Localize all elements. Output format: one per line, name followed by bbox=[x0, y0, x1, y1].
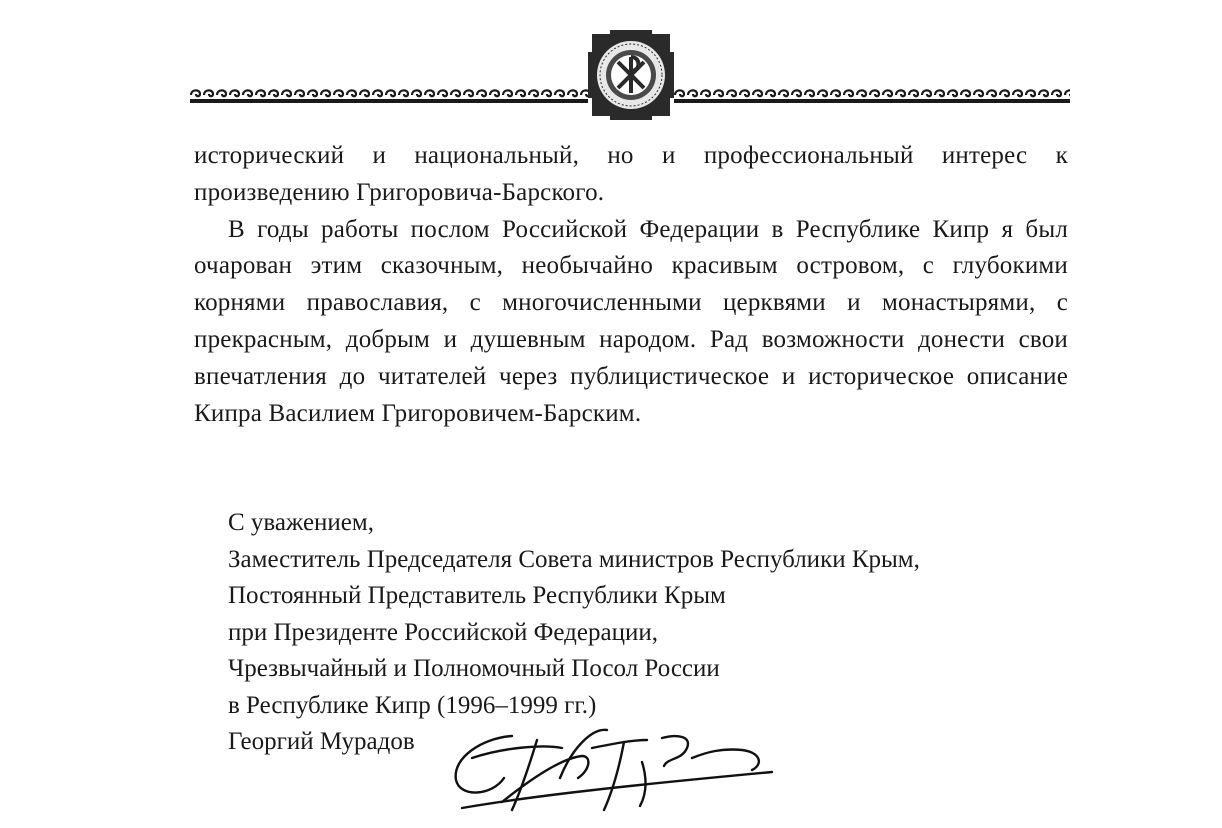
letter-body bbox=[194, 138, 1068, 432]
signer-name: Георгий Мурадов bbox=[228, 728, 415, 755]
chi-rho-emblem-icon bbox=[588, 30, 674, 120]
signer-title-line: Чрезвычайный и Полномочный Посол России bbox=[228, 655, 720, 682]
header-ornament bbox=[190, 30, 1070, 120]
signer-title-line: Постоянный Представитель Республики Крым bbox=[228, 582, 726, 609]
closing-salutation: С уважением, bbox=[228, 509, 374, 536]
handwritten-signature-icon bbox=[442, 718, 782, 818]
signer-title-line: в Республике Кипр (1996–1999 гг.) bbox=[228, 691, 597, 719]
wave-border-left-icon bbox=[190, 86, 588, 106]
paragraph-continuation: исторический и национальный, но и профессиональный интерес к произведению Григоровича-Барского. bbox=[194, 142, 1068, 206]
wave-border-right-icon bbox=[674, 86, 1070, 106]
signer-title-line: при Президенте Российской Федерации, bbox=[228, 618, 658, 646]
signer-title-line: Заместитель Председателя Совета министров Республики Крым, bbox=[228, 545, 920, 573]
paragraph-cyprus: В годы работы послом Российской Федерации в Республике Кипр я был очарован этим сказочным, необычайно красивым островом, с глубокими корнями православия, с многочисленными церквями и монастырями, с прекрасным, добрым и душевным народом. Рад возможности донести свои впечатления до читателей через публицистическое и историческое описание Кипра Василием Григоровичем-Барским. bbox=[194, 215, 1068, 427]
